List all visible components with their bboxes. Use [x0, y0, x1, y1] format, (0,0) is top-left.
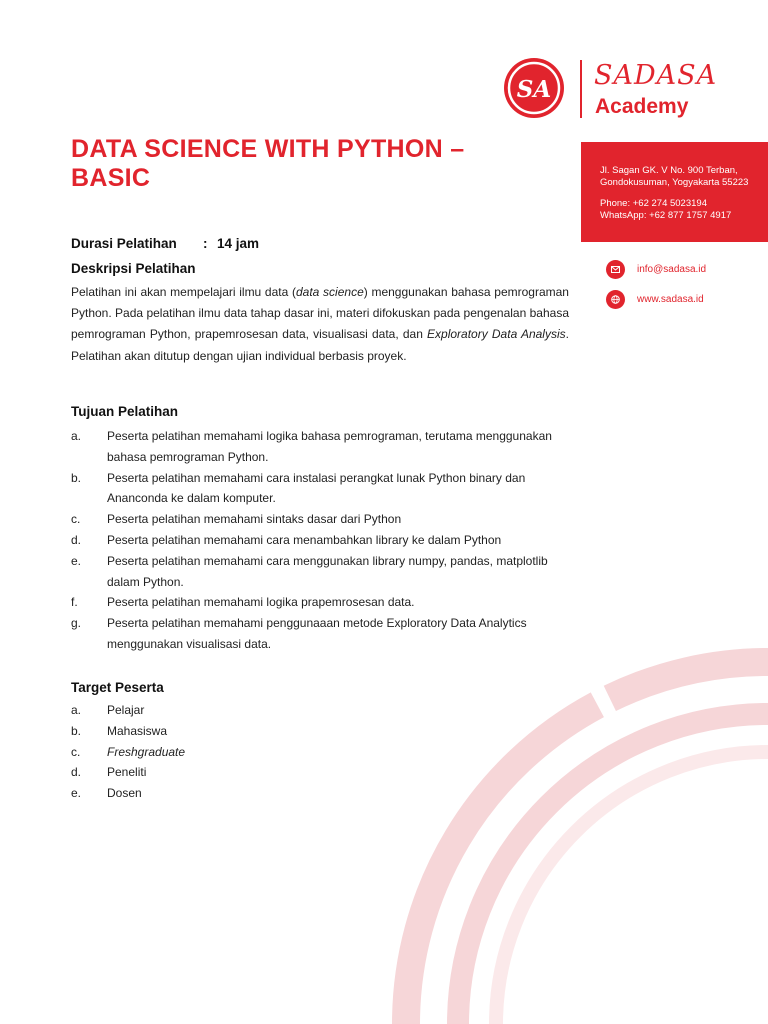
list-item	[71, 721, 581, 742]
contact-phone: Phone: +62 274 5023194	[600, 198, 707, 209]
logo-mark-icon	[503, 57, 565, 119]
durasi-label: Durasi Pelatihan	[71, 236, 177, 251]
list-marker: f.	[71, 595, 78, 610]
list-item	[71, 613, 581, 655]
list-text: Mahasiswa	[107, 723, 168, 738]
list-text: Freshgraduate	[107, 744, 186, 759]
contact-website-row[interactable]	[606, 289, 704, 309]
durasi-row	[71, 236, 259, 251]
target-list	[71, 700, 581, 804]
list-marker: b.	[71, 723, 82, 738]
contact-phones	[600, 198, 765, 222]
contact-website[interactable]: www.sadasa.id	[637, 293, 704, 305]
contact-whatsapp: WhatsApp: +62 877 1757 4917	[600, 210, 732, 221]
tujuan-list	[71, 426, 581, 655]
deskripsi-emphasis-1: data science	[296, 285, 364, 299]
list-text: Peserta pelatihan memahami cara menggunakan library numpy, pandas, matplotlib dalam Python.	[107, 553, 548, 589]
list-item	[71, 762, 581, 783]
deskripsi-heading: Deskripsi Pelatihan	[71, 261, 196, 276]
logo-divider	[580, 60, 582, 118]
tujuan-heading: Tujuan Pelatihan	[71, 404, 179, 419]
brand-name: SADASA	[594, 60, 718, 91]
list-marker: a.	[71, 703, 82, 717]
list-marker: c.	[71, 744, 81, 759]
contact-email[interactable]: info@sadasa.id	[637, 263, 707, 275]
contact-address: Jl. Sagan GK. V No. 900 Terban, Gondokusuman, Yogyakarta 55223	[600, 165, 749, 188]
list-marker: b.	[71, 470, 82, 485]
globe-icon	[606, 290, 625, 309]
list-text: Pelajar	[107, 703, 145, 717]
list-item	[71, 530, 581, 551]
list-marker: e.	[71, 553, 82, 568]
list-item	[71, 742, 581, 763]
contact-box	[581, 142, 768, 242]
brand-logo	[503, 57, 723, 121]
target-heading: Target Peserta	[71, 680, 164, 695]
logo-mark-text: SA	[516, 76, 552, 103]
deskripsi-emphasis-2: Exploratory Data Analysis	[427, 327, 566, 342]
list-item	[71, 592, 581, 613]
list-text: Peserta pelatihan memahami cara instalasi perangkat lunak Python binary dan Ananconda ke dalam komputer.	[107, 470, 526, 506]
page-title: DATA SCIENCE WITH PYTHON – BASIC	[71, 135, 465, 192]
list-marker: d.	[71, 765, 82, 780]
contact-email-row[interactable]	[606, 259, 706, 279]
list-text: Peneliti	[107, 765, 147, 780]
list-text: Peserta pelatihan memahami logika bahasa pemrograman, terutama menggunakan bahasa pemrograman Python.	[107, 429, 552, 464]
list-text: Peserta pelatihan memahami cara menambahkan library ke dalam Python	[107, 532, 502, 547]
deskripsi-text-3: . Pelatihan akan ditutup dengan ujian individual berbasis proyek.	[71, 327, 569, 363]
list-marker: d.	[71, 532, 82, 547]
deskripsi-text-1: Pelatihan ini akan mempelajari ilmu data (	[71, 285, 296, 299]
list-text: Peserta pelatihan memahami penggunaaan metode Exploratory Data Analytics menggunakan visualisasi data.	[107, 616, 527, 651]
list-marker: c.	[71, 512, 81, 527]
list-marker: g.	[71, 616, 82, 631]
deskripsi-paragraph	[71, 282, 569, 367]
list-text: Peserta pelatihan memahami logika prapemrosesan data.	[107, 595, 415, 610]
durasi-separator: :	[203, 236, 208, 251]
list-marker: e.	[71, 786, 82, 801]
deskripsi-text-2: ) menggunakan bahasa pemrograman Python. Pada pelatihan ilmu data tahap dasar ini, materi difokuskan pada pengenalan bahasa pemrograman Python, prapemrosesan data, visualisasi data, dan	[71, 285, 569, 342]
list-text: Peserta pelatihan memahami sintaks dasar dari Python	[107, 512, 402, 527]
list-item	[71, 468, 581, 510]
mail-icon	[606, 260, 625, 279]
durasi-value: 14 jam	[217, 236, 260, 251]
list-item	[71, 783, 581, 804]
list-item	[71, 426, 581, 468]
list-item	[71, 509, 581, 530]
list-marker: a.	[71, 429, 82, 443]
brand-subtitle: Academy	[595, 95, 689, 118]
list-text: Dosen	[107, 786, 142, 801]
list-item	[71, 551, 581, 593]
list-item	[71, 700, 581, 721]
